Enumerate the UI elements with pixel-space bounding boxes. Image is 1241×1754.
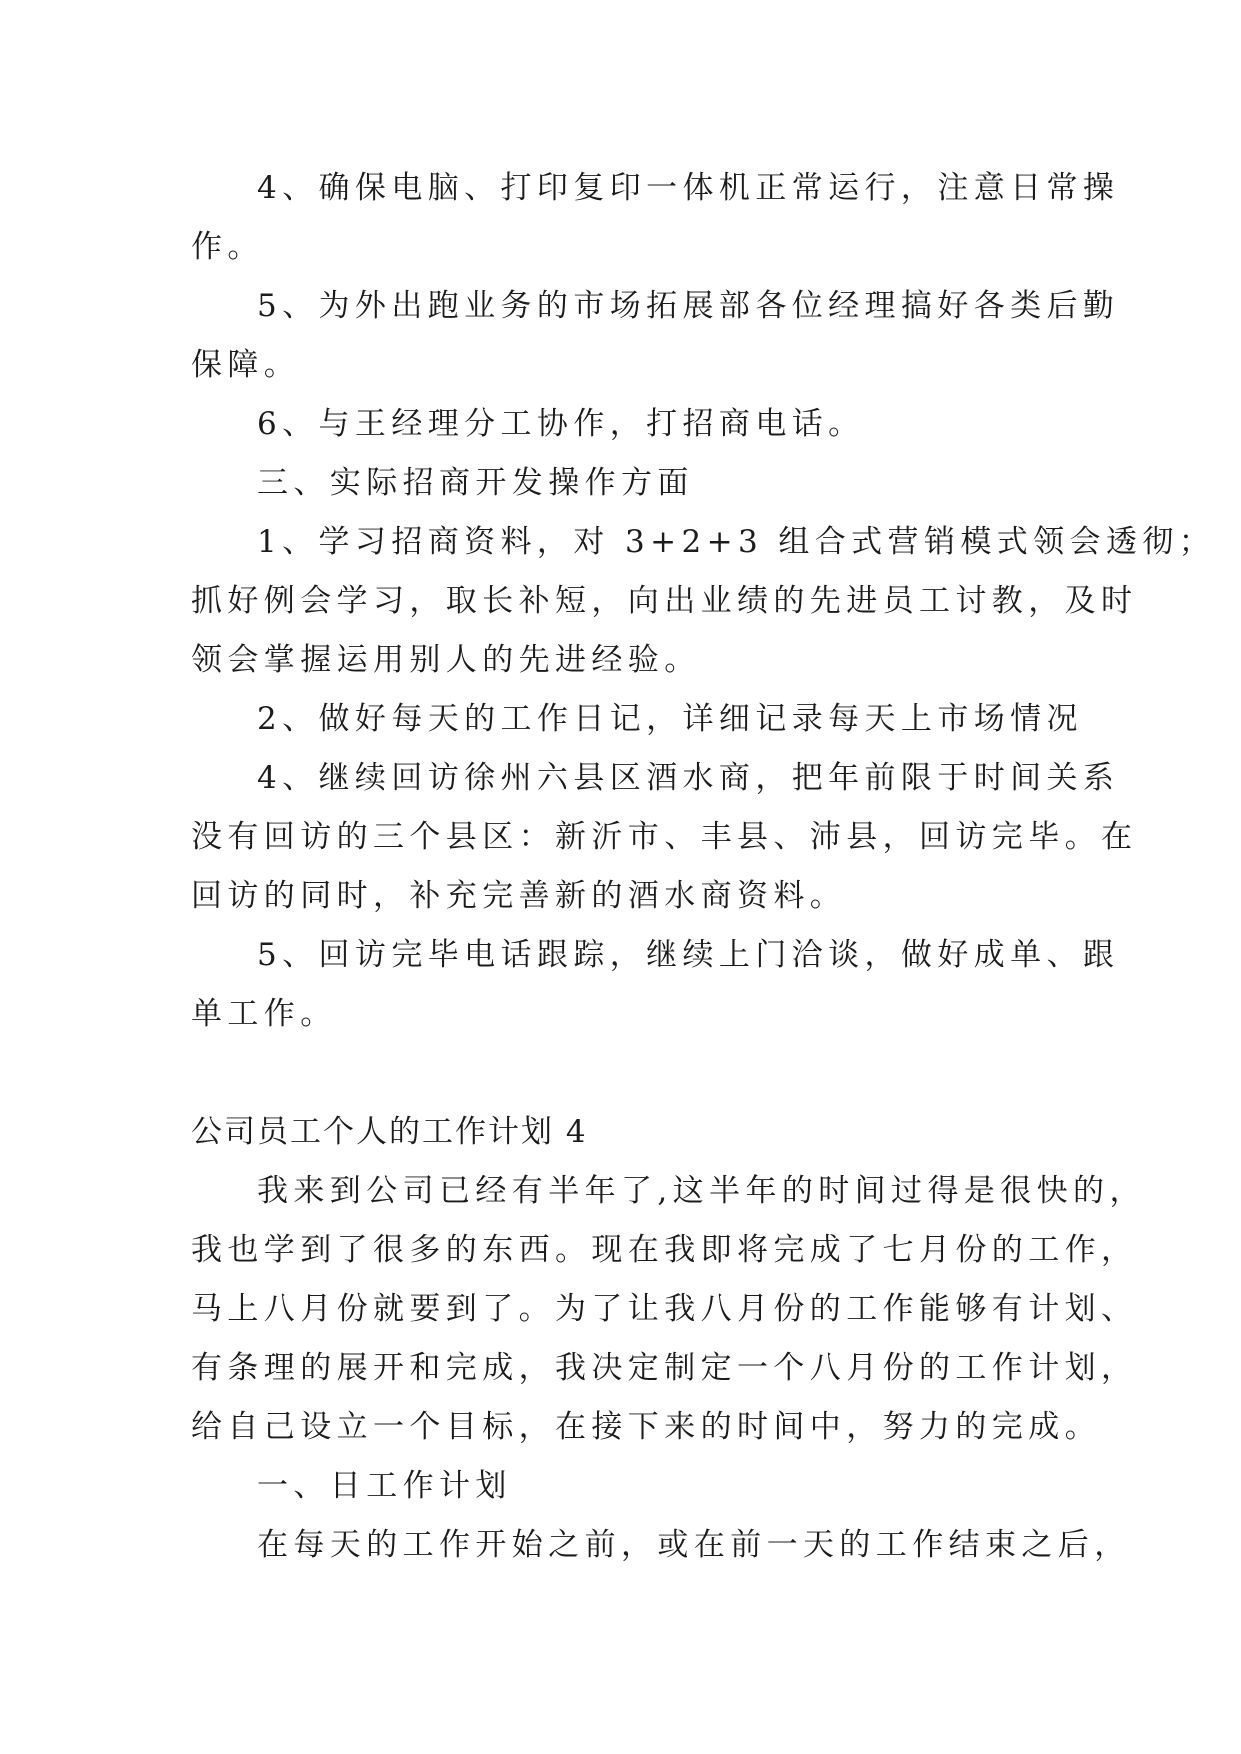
paragraph-line: 作。 — [191, 229, 264, 265]
paragraph-line: 保障。 — [191, 347, 301, 383]
paragraph-line: 4、继续回访徐州六县区酒水商，把年前限于时间关系 — [257, 760, 1120, 796]
paragraph-line: 我来到公司已经有半年了,这半年的时间过得是很快的， — [257, 1173, 1146, 1209]
paragraph-line: 有条理的展开和完成，我决定制定一个八月份的工作计划， — [191, 1350, 1138, 1386]
paragraph-line: 回访的同时，补充完善新的酒水商资料。 — [191, 878, 847, 914]
paragraph-line: 1、学习招商资料，对 3+2+3 组合式营销模式领会透彻； — [257, 524, 1216, 560]
section-title: 公司员工个人的工作计划 4 — [191, 1114, 588, 1150]
paragraph-line: 单工作。 — [191, 996, 337, 1032]
paragraph-line: 5、为外出跑业务的市场拓展部各位经理搞好各类后勤 — [257, 288, 1120, 324]
paragraph-line: 给自己设立一个目标，在接下来的时间中，努力的完成。 — [191, 1409, 1101, 1445]
paragraph-line: 5、回访完毕电话跟踪，继续上门洽谈，做好成单、跟 — [257, 937, 1120, 973]
section-heading: 三、实际招商开发操作方面 — [257, 465, 694, 501]
paragraph-line: 2、做好每天的工作日记，详细记录每天上市场情况 — [257, 701, 1083, 737]
paragraph-line: 6、与王经理分工协作，打招商电话。 — [257, 406, 865, 442]
paragraph-line: 在每天的工作开始之前，或在前一天的工作结束之后， — [257, 1527, 1131, 1563]
paragraph-line: 我也学到了很多的东西。现在我即将完成了七月份的工作， — [191, 1232, 1138, 1268]
paragraph-line: 没有回访的三个县区：新沂市、丰县、沛县，回访完毕。在 — [191, 819, 1138, 855]
section-heading: 一、日工作计划 — [257, 1468, 512, 1504]
paragraph-line: 领会掌握运用别人的先进经验。 — [191, 642, 701, 678]
paragraph-line: 4、确保电脑、打印复印一体机正常运行，注意日常操 — [257, 170, 1120, 206]
paragraph-line: 马上八月份就要到了。为了让我八月份的工作能够有计划、 — [191, 1291, 1138, 1327]
paragraph-line: 抓好例会学习，取长补短，向出业绩的先进员工讨教，及时 — [191, 583, 1138, 619]
